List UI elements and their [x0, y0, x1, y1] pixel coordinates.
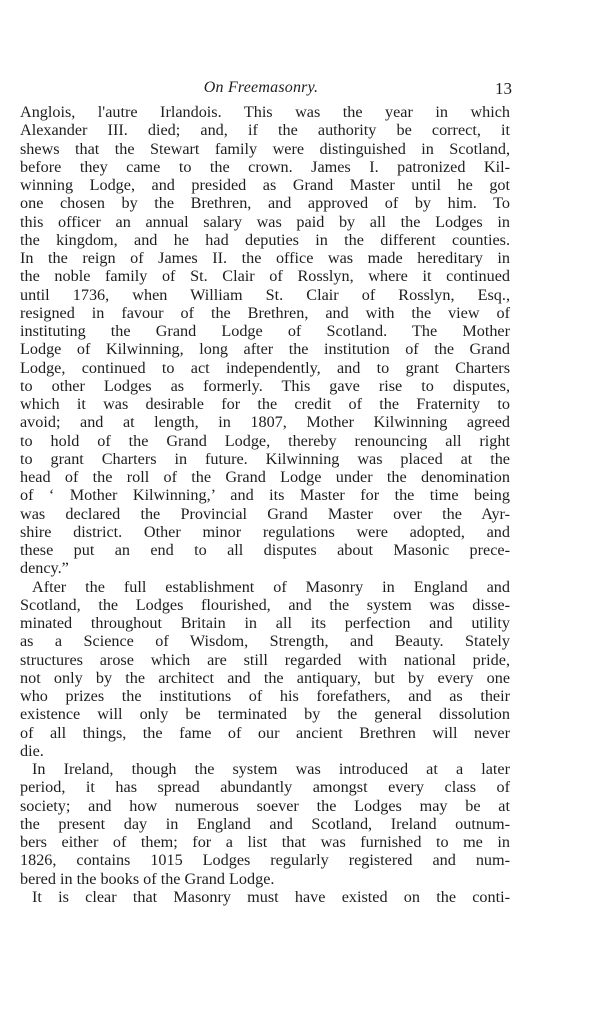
text-line: these put an end to all disputes about Masonic prece-	[20, 541, 510, 559]
text-line: Scotland, the Lodges flourished, and the system was disse-	[20, 595, 510, 614]
text-line: period, it has spread abundantly amongst every class of	[20, 778, 510, 797]
text-line: which it was desirable for the credit of the Fraternity to	[20, 395, 510, 413]
text-line: the kingdom, and he had deputies in the different counties.	[20, 230, 510, 249]
text-line: structures arose which are still regarded with national pride,	[20, 650, 510, 669]
text-line: In the reign of James II. the office was made hereditary in	[20, 249, 510, 267]
running-title: On Freemasonry.	[203, 79, 319, 96]
text-line: not only by the architect and the antiquary, but by every one	[20, 668, 510, 687]
text-line: who prizes the institutions of his forefathers, and as their	[20, 687, 510, 705]
text-line: the noble family of St. Clair of Rosslyn, where it continued	[20, 267, 510, 286]
body-text	[20, 103, 510, 906]
text-line: of all things, the fame of our ancient Brethren will never	[20, 723, 510, 742]
text-line: to hold of the Grand Lodge, thereby renouncing all right	[20, 431, 510, 450]
text-line: bers either of them; for a list that was furnished to me in	[20, 833, 510, 851]
text-line: resigned in favour of the Brethren, and with the view of	[20, 303, 510, 322]
text-line: It is clear that Masonry must have existed on the conti-	[32, 887, 510, 906]
text-line: 1826, contains 1015 Lodges regularly registered and num-	[20, 851, 510, 870]
text-line: to grant Charters in future. Kilwinning was placed at the	[20, 449, 510, 468]
text-line: Lodge of Kilwinning, long after the institution of the Grand	[20, 340, 510, 359]
text-line: Lodge, continued to act independently, and to grant Charters	[20, 358, 510, 377]
text-line: bered in the books of the Grand Lodge.	[20, 869, 275, 888]
text-line: as a Science of Wisdom, Strength, and Beauty. Stately	[20, 632, 510, 651]
text-line: shire district. Other minor regulations were adopted, and	[20, 522, 510, 541]
text-line: until 1736, when William St. Clair of Rosslyn, Esq.,	[20, 285, 510, 304]
text-line: the present day in England and Scotland, Ireland outnum-	[20, 814, 510, 833]
text-line: die.	[20, 741, 44, 760]
text-line: to other Lodges as formerly. This gave rise to disputes,	[20, 376, 510, 395]
text-line: head of the roll of the Grand Lodge under the denomination	[20, 468, 510, 486]
text-line: was declared the Provincial Grand Master over the Ayr-	[20, 504, 510, 523]
text-line: this officer an annual salary was paid by all the Lodges in	[20, 212, 510, 231]
text-line: before they came to the crown. James I. patronized Kil-	[20, 157, 510, 176]
text-line: society; and how numerous soever the Lodges may be at	[20, 796, 510, 815]
text-line: minated throughout Britain in all its perfection and utility	[20, 614, 510, 632]
text-line: dency.”	[20, 559, 69, 578]
text-line: In Ireland, though the system was introduced at a later	[32, 760, 510, 778]
text-line: shews that the Stewart family were distinguished in Scotland,	[20, 139, 510, 158]
text-line: Anglois, l'autre Irlandois. This was the year in which	[20, 103, 510, 121]
text-line: Alexander III. died; and, if the authority be correct, it	[20, 121, 510, 140]
text-line: existence will only be terminated by the general dissolution	[20, 705, 510, 724]
text-line: avoid; and at length, in 1807, Mother Kilwinning agreed	[20, 413, 510, 432]
text-line: instituting the Grand Lodge of Scotland. The Mother	[20, 322, 510, 340]
page-number: 13	[495, 79, 512, 98]
text-line: winning Lodge, and presided as Grand Master until he got	[20, 176, 510, 194]
text-line: one chosen by the Brethren, and approved of by him. To	[20, 194, 510, 213]
running-header	[20, 79, 594, 101]
text-line: of ‘ Mother Kilwinning,’ and its Master for the time being	[20, 486, 510, 505]
text-line: After the full establishment of Masonry in England and	[32, 577, 510, 596]
